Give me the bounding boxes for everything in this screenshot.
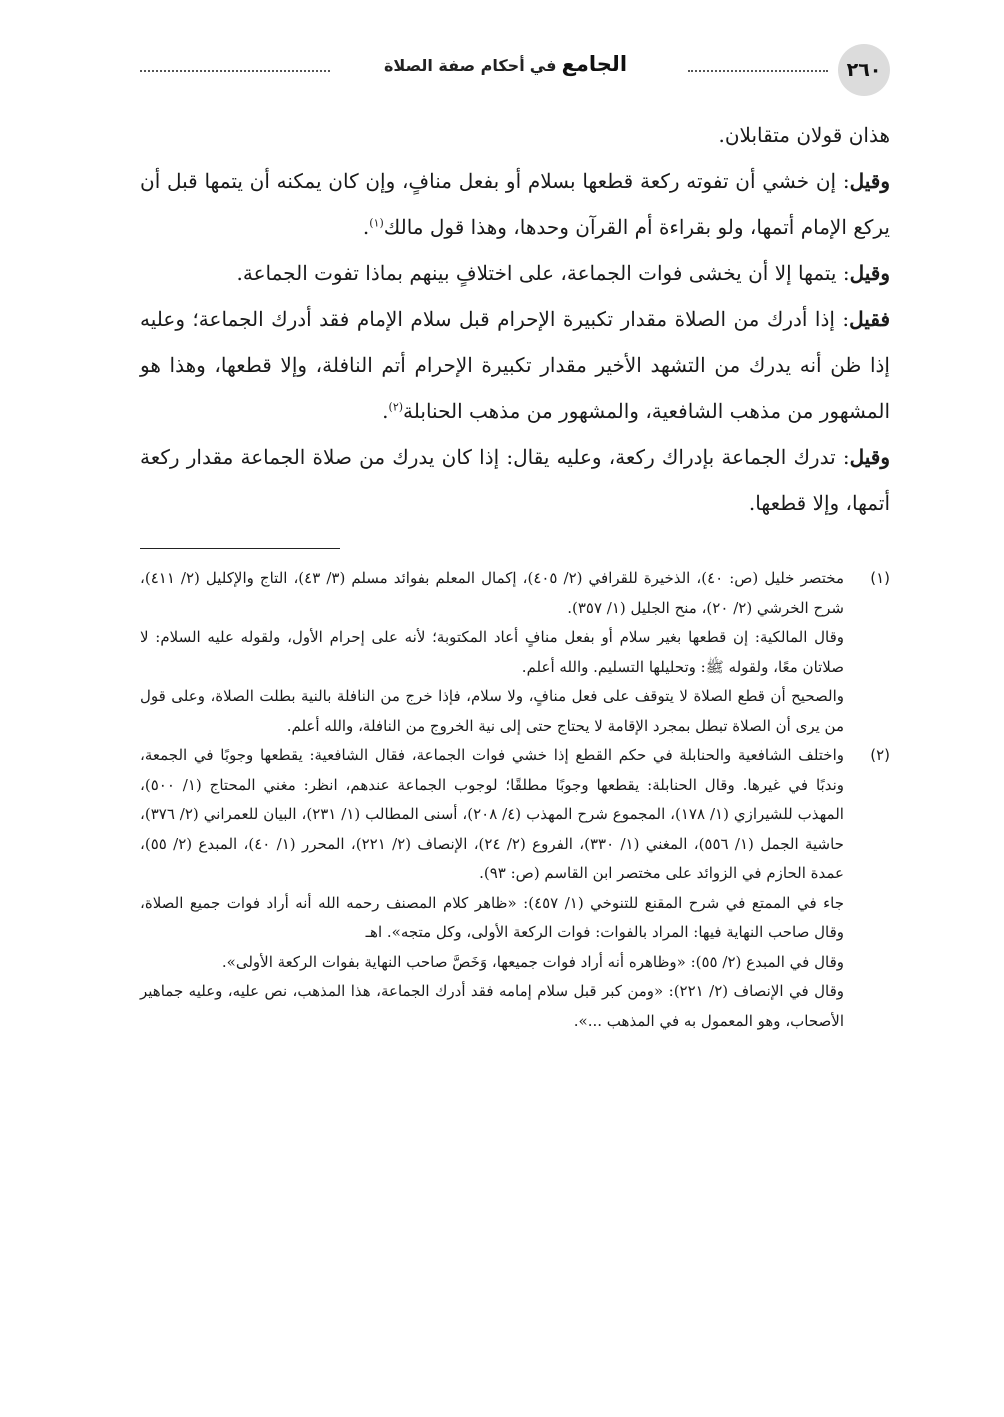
opinion-tail: . <box>362 215 370 239</box>
book-title <box>333 52 678 76</box>
page-number-badge <box>838 44 890 96</box>
intro-line: هذان قولان متقابلان. <box>718 123 890 147</box>
opinion-tail: . <box>382 399 389 423</box>
footnote-paragraph: جاء في الممتع في شرح المقنع للتنوخي (١/ ٤٥٧): «ظاهر كلام المصنف رحمه الله أنه أراد فوات جميع الصلاة، وقال صاحب النهاية فيها: المراد بالفوات: فوات الركعة الأولى، وكل متجه». اهـ <box>140 893 844 941</box>
opinion-paragraph <box>140 250 890 296</box>
footnote-body <box>140 741 844 1036</box>
footnote-paragraph: وقال في المبدع (٢/ ٥٥): «وظاهره أنه أراد فوات جميعها، وَخَصَّ صاحب النهاية بفوات الركعة الأولى». <box>221 952 844 971</box>
footnote <box>140 741 890 1036</box>
footnote <box>140 564 890 741</box>
opinion-text: : إن خشي أن تفوته ركعة قطعها بسلام أو بفعل منافٍ، وإن كان يمكنه أن يتمها قبل أن يركع الإمام أتمها، ولو بقراءة أم القرآن وحدها، وهذا قول مالك <box>140 169 890 239</box>
opinion-paragraph <box>140 158 890 250</box>
book-title-main: الجامع <box>561 52 628 76</box>
footnote-paragraph: واختلف الشافعية والحنابلة في حكم القطع إذا خشي فوات الجماعة، فقال الشافعية: يقطعها وجوبًا في الجمعة، وندبًا في غيرها. وقال الحنابلة: يقطعها وجوبًا مطلقًا؛ لوجوب الجماعة عندهم، انظر: مغني المحتاج (١/ ٥٠٠)، المهذب للشيرازي (١/ ١٧٨)، المجموع شرح المهذب (٤/ ٢٠٨)، أسنى المطالب (١/ ٢٣١)، البيان للعمراني (٢/ ٣٧٦)، حاشية الجمل (١/ ٥٥٦)، المغني (١/ ٣٣٠)، الفروع (٢/ ٢٤)، الإنصاف (٢/ ٢٢١)، المحرر (١/ ٤٠)، المبدع (٢/ ٥٥)، عمدة الحازم في الزوائد على مختصر ابن القاسم (ص: ٩٣). <box>140 746 844 882</box>
footnote-body <box>140 564 844 741</box>
opinion-lead: فقيل <box>849 307 890 331</box>
opinion-text: : إذا أدرك من الصلاة مقدار تكبيرة الإحرام قبل سلام الإمام فقد أدرك الجماعة؛ وعليه إذا ظن أنه يدرك من التشهد الأخير مقدار تكبيرة الإحرام أتم النافلة، وإلا قطعها، وهذا هو المشهور من مذهب الشافعية، والمشهور من مذهب الحنابلة <box>140 307 890 423</box>
book-title-connector: في <box>529 56 557 75</box>
main-text <box>140 112 890 526</box>
opinion-lead: وقيل <box>849 445 890 469</box>
page-number: ٢٦٠ <box>846 59 882 81</box>
opinion-paragraph <box>140 434 890 526</box>
footnote-reference[interactable]: (١) <box>369 216 384 230</box>
footnote-paragraph: وقال في الإنصاف (٢/ ٢٢١): «ومن كبر قبل سلام إمامه فقد أدرك الجماعة، هذا المذهب، نص عليه، وعليه جماهير الأصحاب، وهو المعمول به في المذهب ...». <box>140 982 844 1030</box>
opinion-text: : يتمها إلا أن يخشى فوات الجماعة، على اختلافٍ بينهم بماذا تفوت الجماعة. <box>236 261 850 285</box>
footnotes <box>140 564 890 1036</box>
footnote-reference[interactable]: (٢) <box>388 400 404 414</box>
footnote-paragraph: مختصر خليل (ص: ٤٠)، الذخيرة للقرافي (٢/ ٤٠٥)، إكمال المعلم بفوائد مسلم (٣/ ٤٣)، التاج والإكليل (٢/ ٤١١)، شرح الخرشي (٢/ ٢٠)، منح الجليل (١/ ٣٥٧). <box>140 569 844 617</box>
opinion-paragraph <box>140 296 890 434</box>
book-title-rest: أحكام صفة الصلاة <box>383 56 525 75</box>
opinion-lead: وقيل <box>849 169 890 193</box>
header-dotted-leader-left <box>140 70 330 72</box>
running-header <box>140 42 890 98</box>
header-dotted-leader-right <box>688 70 828 72</box>
footnote-paragraph: والصحيح أن قطع الصلاة لا يتوقف على فعل منافٍ، ولا سلام، فإذا خرج من النافلة بالنية بطلت الصلاة، وعلى قول من يرى أن الصلاة تبطل بمجرد الإقامة لا يحتاج حتى إلى نية الخروج من النافلة، والله أعلم. <box>140 687 844 735</box>
opinion-text: : تدرك الجماعة بإدراك ركعة، وعليه يقال: إذا كان يدرك من صلاة الجماعة مقدار ركعة أتمها، وإلا قطعها. <box>140 445 890 515</box>
opinion-lead: وقيل <box>849 261 890 285</box>
footnote-number: (٢) <box>870 746 890 764</box>
footnote-number: (١) <box>870 569 890 587</box>
footnote-separator <box>140 548 340 549</box>
footnote-paragraph: وقال المالكية: إن قطعها بغير سلام أو بفعل منافٍ أعاد المكتوبة؛ لأنه على إحرام الأول، ولقوله عليه السلام: لا صلاتان معًا، ولقوله ﷺ: وتحليلها التسليم. والله أعلم. <box>140 628 844 676</box>
